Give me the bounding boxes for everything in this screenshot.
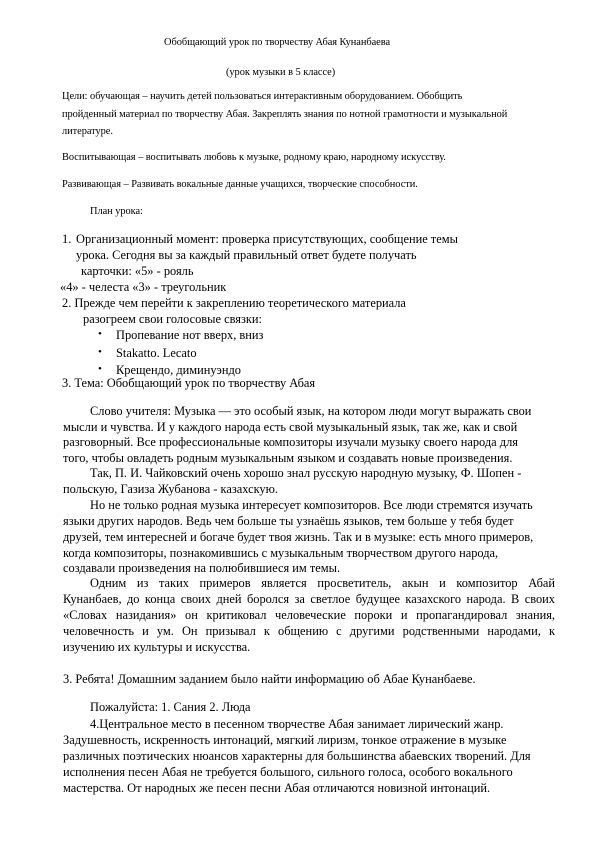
- plan-bullet-1: Пропевание нот вверх, вниз: [116, 328, 264, 342]
- para4-line-2: Кунанбаев, до конца своих дней боролся за светлое будущее казахского народа. В своих: [63, 592, 555, 606]
- para5-line-5: мастерства. От народных же песен песни Абая отличаются новизной интонаций.: [63, 781, 491, 795]
- para1-line-3: разговорный. Все профессиональные композиторы изучали музыку своего народа для: [63, 435, 518, 449]
- plan-title: План урока:: [90, 206, 143, 217]
- plan-bullet-3: Крещендо, диминуэндо: [116, 363, 242, 377]
- para4-line-1: Одним из таких примеров является просветитель, акын и композитор Абай: [90, 576, 555, 590]
- para3-line-5: создавали произведения на полюбившиеся им темы.: [63, 561, 341, 575]
- goal-educating: Воспитывающая – воспитывать любовь к музыке, родному краю, народному искусству.: [62, 152, 446, 163]
- document-subtitle: (урок музыки в 5 классе): [226, 67, 336, 78]
- para5-line-4: исполнения песен Абая не требуется большого, сильного голоса, особого вокального: [63, 765, 513, 779]
- para2-line-1: Так, П. И. Чайковский очень хорошо знал русскую народную музыку, Ф. Шопен -: [90, 466, 522, 480]
- plan-item-1-line-2: урока. Сегодня вы за каждый правильный ответ будете получать: [76, 248, 417, 262]
- goals-line-2: пройденный материал по творчеству Абая. Закреплять знания по нотной грамотности и музыкальной: [62, 109, 508, 120]
- homework-line: 3. Ребята! Домашним заданием было найти информацию об Абае Кунанбаеве.: [63, 672, 476, 686]
- para5-line-1: 4.Центральное место в песенном творчестве Абая занимает лирический жанр.: [90, 717, 504, 731]
- plan-item-2-line-2: разогреем свои голосовые связки:: [83, 312, 262, 326]
- document-title: Обобщающий урок по творчеству Абая Кунанбаева: [164, 37, 391, 48]
- para3-line-2: языки других народов. Ведь чем больше ты узнаёшь языков, тем больше у тебя будет: [63, 514, 514, 528]
- plan-item-1-line-4: «4» - челеста «3» - треугольник: [60, 280, 227, 294]
- para4-line-3: «Словах назидания» он критиковал человеческие пороки и пропагандировал знания,: [63, 608, 555, 622]
- plan-bullet-2: Stakatto. Lecato: [116, 346, 197, 360]
- para1-line-2: мысли и чувства. И у каждого народа есть свой музыкальный язык, так же, как и свой: [63, 420, 518, 434]
- para1-line-4: того, чтобы овладеть родным музыкальным языком и создавать новые произведения.: [63, 451, 513, 465]
- para3-line-1: Но не только родная музыка интересует композиторов. Все люди стремятся изучать: [90, 498, 533, 512]
- plan-item-1-line-3: карточки: «5» - рояль: [81, 264, 194, 278]
- para5-line-3: различных поэтических нюансов характерны для большинства абаевских творений. Для: [63, 749, 531, 763]
- para4-line-5: изучению их культуры и искусства.: [63, 640, 251, 654]
- bullet-dot-3: •: [98, 363, 102, 375]
- plan-item-2-line-1: 2. Прежде чем перейти к закреплению теоретического материала: [62, 296, 406, 310]
- para2-line-2: польскую, Газиза Жубанова - казахскую.: [63, 482, 278, 496]
- para1-line-1: Слово учителя: Музыка — это особый язык, на котором люди могут выражать свои: [90, 404, 532, 418]
- para3-line-4: когда композиторы, познакомившись с музыкальным творчеством другого народа,: [63, 546, 499, 560]
- para5-line-2: Задушевность, искренность интонаций, мягкий лиризм, тонкое отражение в музыке: [63, 733, 507, 747]
- plan-item-3: 3. Тема: Обобщающий урок по творчеству Абая: [62, 376, 316, 390]
- goal-developing: Развивающая – Развивать вокальные данные учащихся, творческие способности.: [62, 179, 418, 190]
- please-line: Пожалуйста: 1. Сания 2. Люда: [90, 700, 251, 714]
- bullet-dot-2: •: [98, 346, 102, 358]
- para3-line-3: друзей, тем интересней и богаче будет твоя жизнь. Так и в музыке: есть много примеров,: [63, 530, 534, 544]
- plan-item-1-line-1: Организационный момент: проверка присутствующих, сообщение темы: [76, 232, 458, 246]
- bullet-dot-1: •: [98, 328, 102, 340]
- plan-item-1-number: 1.: [62, 232, 72, 246]
- goals-line-1: Цели: обучающая – научить детей пользоваться интерактивным оборудованием. Обобщить: [62, 91, 463, 102]
- goals-line-3: литературе.: [62, 126, 113, 137]
- para4-line-4: человечность и ум. Он призывал к общению с другими родственными народами, к: [63, 624, 555, 638]
